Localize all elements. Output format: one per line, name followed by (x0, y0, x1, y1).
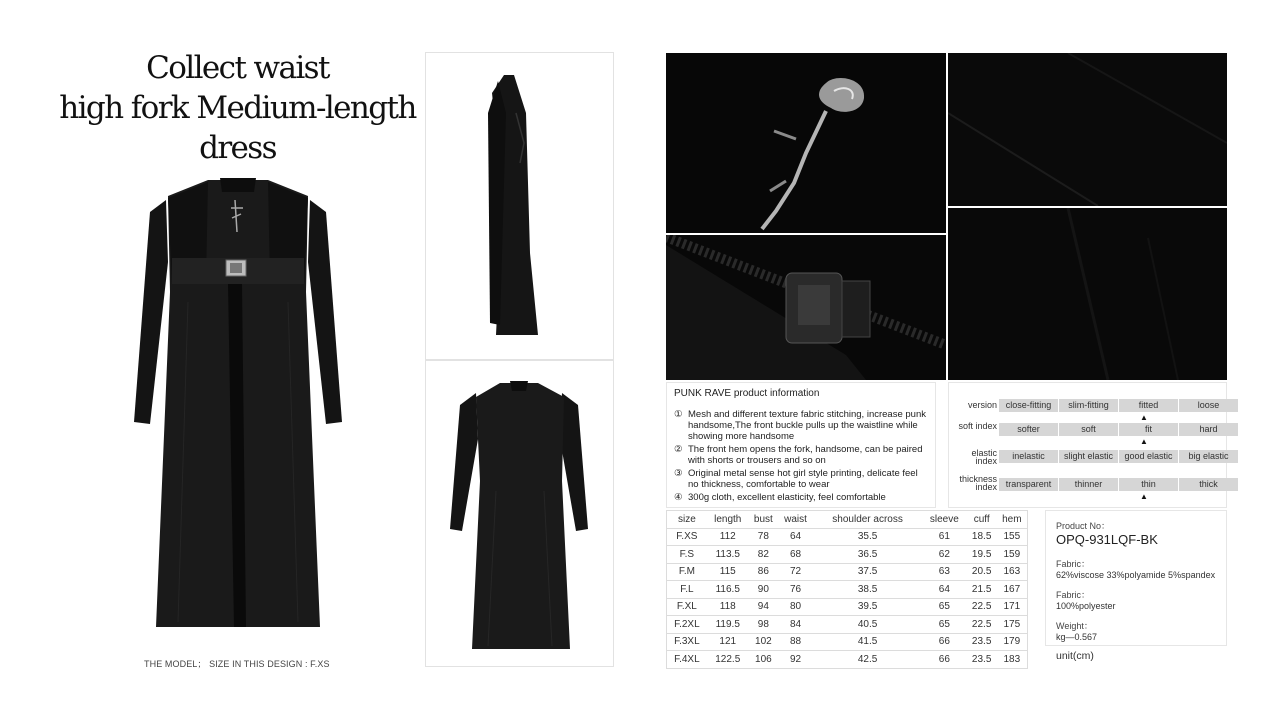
table-row (667, 581, 1028, 599)
table-cell: 41.5 (813, 633, 922, 651)
table-cell: 64 (922, 581, 967, 599)
fabric-label: Fabric： (1056, 559, 1091, 569)
table-row (667, 616, 1028, 634)
table-cell: 65 (922, 598, 967, 616)
table-cell: 61 (922, 528, 967, 546)
column-header: bust (749, 511, 778, 529)
column-header: hem (997, 511, 1028, 529)
fabric-composition: 62%viscose 33%polyamide 5%spandex (1056, 570, 1216, 580)
index-option-selected: fitted (1119, 399, 1178, 412)
table-cell: 65 (922, 616, 967, 634)
info-item (674, 468, 928, 490)
index-label: thickness index (959, 474, 997, 492)
index-option: loose (1179, 399, 1238, 412)
info-item-number: ② (674, 444, 683, 455)
index-option: soft (1059, 423, 1118, 436)
info-item-number: ① (674, 409, 683, 420)
fabric-composition: 100%polyester (1056, 601, 1116, 611)
index-option: slight elastic (1059, 450, 1118, 463)
info-item (674, 444, 928, 466)
weight-value: kg—0.567 (1056, 632, 1098, 642)
table-cell: F.S (667, 546, 707, 564)
table-cell: 39.5 (813, 598, 922, 616)
table-cell: 102 (749, 633, 778, 651)
index-row-soft (949, 423, 1228, 449)
table-cell: 21.5 (967, 581, 997, 599)
table-row (667, 651, 1028, 669)
table-cell: F.M (667, 563, 707, 581)
table-cell: 115 (707, 563, 749, 581)
index-label: version (967, 400, 997, 410)
detail-sleeve-photo (948, 53, 1227, 206)
table-cell: F.3XL (667, 633, 707, 651)
index-option: slim-fitting (1059, 399, 1118, 412)
title-line-3: dress (199, 130, 276, 166)
table-cell: 163 (997, 563, 1028, 581)
size-chart-table (666, 510, 1028, 669)
table-cell: 38.5 (813, 581, 922, 599)
info-item-number: ④ (674, 492, 683, 503)
table-cell: 155 (997, 528, 1028, 546)
table-cell: 64 (778, 528, 813, 546)
table-cell: 175 (997, 616, 1028, 634)
table-cell: 119.5 (707, 616, 749, 634)
info-item-text: 300g cloth, excellent elasticity, feel comfortable (688, 492, 886, 503)
table-cell: 171 (997, 598, 1028, 616)
product-number: OPQ-931LQF-BK (1056, 532, 1158, 547)
table-cell: 94 (749, 598, 778, 616)
detail-hem-photo (948, 208, 1227, 380)
column-header: length (707, 511, 749, 529)
table-cell: 116.5 (707, 581, 749, 599)
product-information-panel (666, 382, 936, 508)
info-item (674, 409, 928, 442)
table-cell: 92 (778, 651, 813, 669)
product-no-label: Product No： (1056, 521, 1111, 531)
column-header: size (667, 511, 707, 529)
table-row (667, 528, 1028, 546)
table-cell: 112 (707, 528, 749, 546)
table-cell: 98 (749, 616, 778, 634)
table-row (667, 546, 1028, 564)
table-cell: 35.5 (813, 528, 922, 546)
table-cell: 40.5 (813, 616, 922, 634)
table-row (667, 633, 1028, 651)
table-cell: 118 (707, 598, 749, 616)
table-cell: F.4XL (667, 651, 707, 669)
table-cell: 23.5 (967, 633, 997, 651)
table-cell: 18.5 (967, 528, 997, 546)
index-option-selected: fit (1119, 423, 1178, 436)
dress-front-photo (128, 172, 348, 642)
table-cell: 86 (749, 563, 778, 581)
table-cell: 167 (997, 581, 1028, 599)
dress-side-photo (425, 52, 614, 360)
table-cell: 76 (778, 581, 813, 599)
index-option: hard (1179, 423, 1238, 436)
index-option: thick (1179, 478, 1238, 491)
index-option: close-fitting (999, 399, 1058, 412)
table-cell: 72 (778, 563, 813, 581)
column-header: sleeve (922, 511, 967, 529)
index-option: inelastic (999, 450, 1058, 463)
table-cell: 66 (922, 633, 967, 651)
table-cell: 22.5 (967, 616, 997, 634)
table-cell: 82 (749, 546, 778, 564)
index-option-selected: good elastic (1119, 450, 1178, 463)
table-cell: 42.5 (813, 651, 922, 669)
index-row-elastic (949, 450, 1228, 476)
table-row (667, 563, 1028, 581)
table-cell: 78 (749, 528, 778, 546)
table-cell: 20.5 (967, 563, 997, 581)
index-label: soft index (958, 421, 997, 431)
table-cell: F.L (667, 581, 707, 599)
info-item-text: Mesh and different texture fabric stitching, increase punk handsome,The front buckle pulls up the waistline while showing more handsome (688, 409, 926, 442)
table-cell: 63 (922, 563, 967, 581)
model-size-caption: THE MODEL； SIZE IN THIS DESIGN : F.XS (144, 659, 330, 669)
table-cell: 106 (749, 651, 778, 669)
info-item-text: The front hem opens the fork, handsome, can be paired with shorts or trousers and so on (688, 444, 923, 466)
table-cell: 80 (778, 598, 813, 616)
info-item (674, 492, 928, 503)
table-cell: 23.5 (967, 651, 997, 669)
index-option: big elastic (1179, 450, 1238, 463)
dress-back-photo (425, 360, 614, 667)
table-cell: 121 (707, 633, 749, 651)
weight-label: Weight： (1056, 621, 1093, 631)
table-cell: 84 (778, 616, 813, 634)
fabric-label: Fabric： (1056, 590, 1091, 600)
info-heading: PUNK RAVE product information (674, 388, 820, 399)
column-header: waist (778, 511, 813, 529)
title-line-1: Collect waist (146, 50, 329, 86)
table-cell: 88 (778, 633, 813, 651)
index-marker-icon: ▲ (1140, 437, 1148, 446)
table-cell: 113.5 (707, 546, 749, 564)
index-marker-icon: ▲ (1140, 492, 1148, 501)
table-cell: F.XL (667, 598, 707, 616)
table-cell: 22.5 (967, 598, 997, 616)
table-cell: 179 (997, 633, 1028, 651)
index-option: transparent (999, 478, 1058, 491)
table-header-row (667, 511, 1028, 529)
fabric-index-panel (948, 382, 1227, 508)
title-line-2: high fork Medium-length (59, 90, 416, 126)
index-option: softer (999, 423, 1058, 436)
index-row-thickness (949, 474, 1228, 504)
table-cell: 37.5 (813, 563, 922, 581)
table-cell: 90 (749, 581, 778, 599)
product-title (40, 48, 435, 168)
info-item-number: ③ (674, 468, 683, 479)
info-item-text: Original metal sense hot girl style printing, delicate feel no thickness, comfortable to wear (688, 468, 918, 490)
column-header: shoulder across (813, 511, 922, 529)
table-cell: 68 (778, 546, 813, 564)
detail-buckle-photo (666, 235, 946, 380)
table-cell: F.XS (667, 528, 707, 546)
index-label: elastic index (971, 448, 997, 466)
table-cell: 36.5 (813, 546, 922, 564)
table-row (667, 598, 1028, 616)
product-details-card (1045, 510, 1227, 646)
column-header: cuff (967, 511, 997, 529)
index-option: thinner (1059, 478, 1118, 491)
index-marker-icon: ▲ (1140, 413, 1148, 422)
table-cell: 122.5 (707, 651, 749, 669)
index-option-selected: thin (1119, 478, 1178, 491)
table-cell: 66 (922, 651, 967, 669)
detail-rose-print-photo (666, 53, 946, 233)
unit-label: unit(cm) (1056, 650, 1094, 662)
table-cell: F.2XL (667, 616, 707, 634)
table-cell: 183 (997, 651, 1028, 669)
table-cell: 159 (997, 546, 1028, 564)
table-cell: 19.5 (967, 546, 997, 564)
table-cell: 62 (922, 546, 967, 564)
